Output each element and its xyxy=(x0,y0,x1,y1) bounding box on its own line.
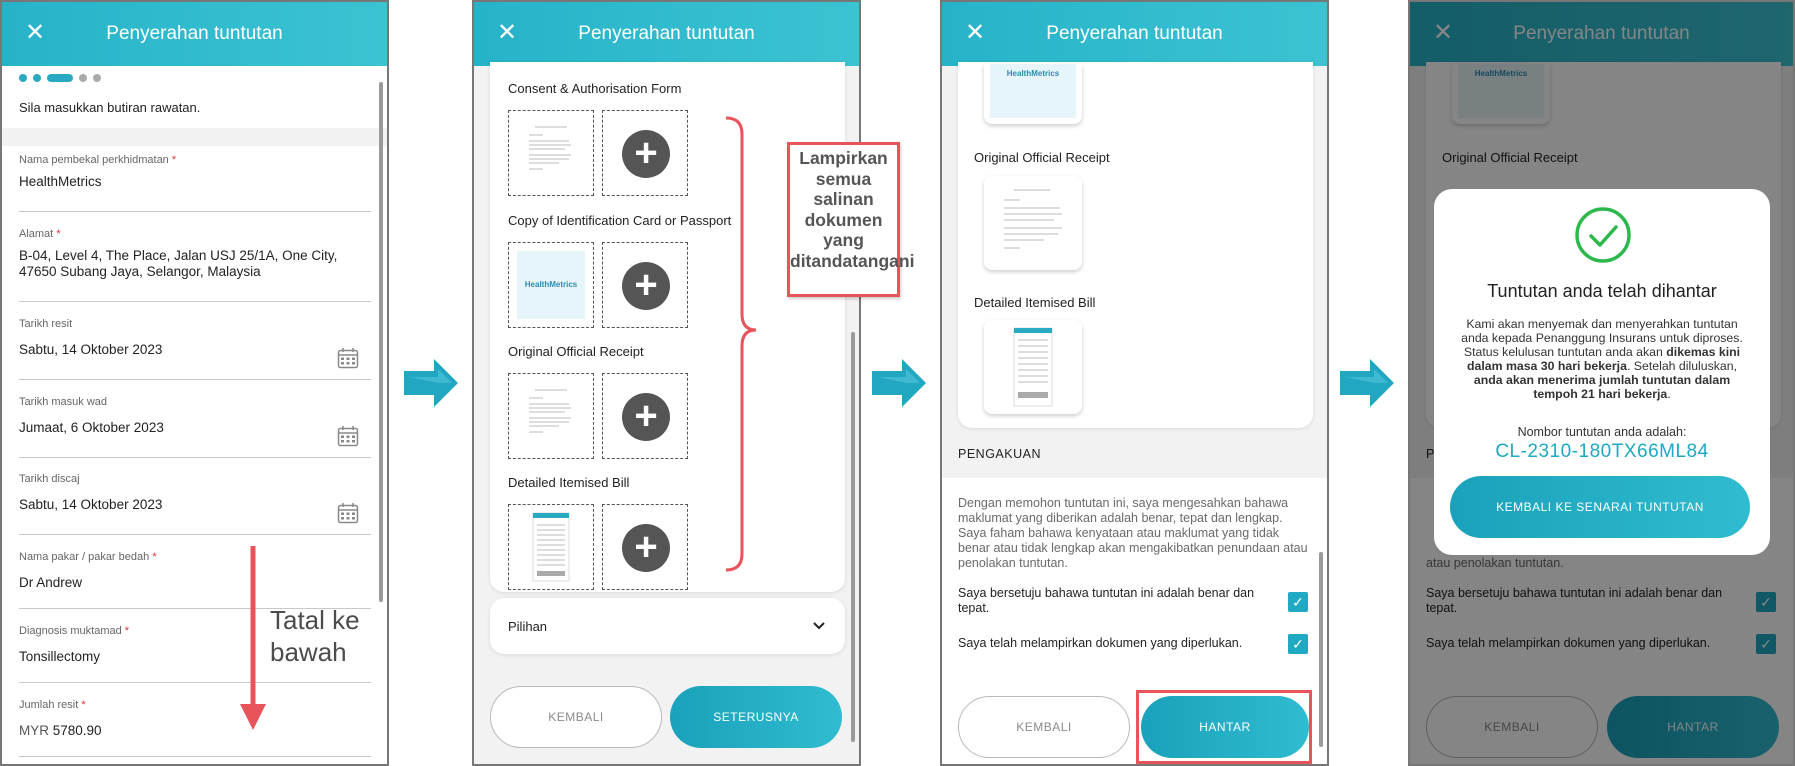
back-button: KEMBALI xyxy=(1426,696,1598,758)
field-label: Tarikh masuk wad xyxy=(19,396,108,408)
declaration-section-header xyxy=(942,432,1327,478)
document-thumbnail[interactable] xyxy=(984,176,1082,270)
field-label: Tarikh discaj xyxy=(19,473,80,485)
field-value: Jumaat, 6 Oktober 2023 xyxy=(19,420,164,435)
bracket-annotation xyxy=(722,114,758,574)
screen-4-confirmation xyxy=(1408,0,1795,766)
confirm-true-checkbox: ✓ xyxy=(1756,592,1776,612)
step-dot xyxy=(19,74,27,82)
flow-arrow-icon xyxy=(872,357,928,409)
flow-arrow-icon xyxy=(404,357,460,409)
healthmetrics-logo: HealthMetrics xyxy=(990,64,1076,118)
checkbox-label: Saya telah melampirkan dokumen yang diperlukan. xyxy=(1426,636,1711,650)
claim-number-label: Nombor tuntutan anda adalah: xyxy=(1517,425,1687,439)
app-header xyxy=(942,2,1327,66)
receipt-date-field[interactable] xyxy=(19,318,371,380)
close-icon[interactable]: ✕ xyxy=(964,19,986,46)
confirm-true-checkbox[interactable]: ✓ xyxy=(1288,592,1308,612)
step-indicator xyxy=(19,74,101,82)
step-dot xyxy=(33,74,41,82)
discharge-date-field[interactable] xyxy=(19,473,371,535)
field-value: HealthMetrics xyxy=(19,174,102,189)
screen-1-treatment-details xyxy=(0,0,389,766)
healthmetrics-logo: HealthMetrics xyxy=(1458,64,1544,118)
document-thumbnail[interactable] xyxy=(508,373,594,459)
section-title: P xyxy=(1426,447,1435,461)
back-button[interactable]: KEMBALI xyxy=(490,686,662,748)
field-value: Sabtu, 14 Oktober 2023 xyxy=(19,497,163,512)
receipt-amount-field[interactable] xyxy=(19,699,371,757)
claim-number: CL-2310-180TX66ML84 xyxy=(1495,441,1709,462)
document-label: Original Official Receipt xyxy=(974,150,1110,165)
declaration-text: atau penolakan tuntutan. xyxy=(1426,556,1564,570)
options-dropdown[interactable] xyxy=(490,598,845,654)
close-icon[interactable]: ✕ xyxy=(1432,19,1454,46)
add-document-button[interactable] xyxy=(602,242,688,328)
scrollbar[interactable] xyxy=(379,82,383,602)
screen-2-documents xyxy=(472,0,861,766)
documents-attached-checkbox: ✓ xyxy=(1756,634,1776,654)
intro-text: Sila masukkan butiran rawatan. xyxy=(19,100,201,115)
submit-button: HANTAR xyxy=(1607,696,1779,758)
document-thumbnail[interactable] xyxy=(508,504,594,590)
declaration-text: Dengan memohon tuntutan ini, saya mengesahkan bahawa maklumat yang diberikan adalah benar, tepat dan lengkap. Saya faham bahawa kenyataan atau maklumat yang tidak benar atau tidak lengkap akan mengakibatkan penundaan atau penolakan tuntutan. xyxy=(958,496,1308,570)
field-label: Diagnosis muktamad * xyxy=(19,625,130,637)
page-title: Penyerahan tuntutan xyxy=(578,23,755,44)
plus-icon: + xyxy=(622,393,670,441)
document-thumbnail[interactable] xyxy=(984,320,1082,414)
options-label: Pilihan xyxy=(508,619,548,634)
add-document-button[interactable] xyxy=(602,110,688,196)
page-title: Penyerahan tuntutan xyxy=(106,23,283,44)
document-label: Detailed Itemised Bill xyxy=(508,475,630,490)
submit-highlight xyxy=(1136,690,1312,764)
confirm-true-row[interactable] xyxy=(958,586,1304,616)
field-value: Sabtu, 14 Oktober 2023 xyxy=(19,342,163,357)
calendar-icon[interactable] xyxy=(337,502,359,524)
document-label: Detailed Itemised Bill xyxy=(974,295,1096,310)
app-header xyxy=(2,2,387,66)
field-value: B-04, Level 4, The Place, Jalan USJ 25/1A, One City, 47650 Subang Jaya, Selangor, Malaysia xyxy=(19,248,338,279)
checkbox-label: Saya bersetuju bahawa tuntutan ini adalah benar dan tepat. xyxy=(1426,586,1723,615)
document-label: Copy of Identification Card or Passport xyxy=(508,213,732,228)
step-dot xyxy=(93,74,101,82)
success-modal xyxy=(1434,189,1770,555)
close-icon[interactable]: ✕ xyxy=(24,19,46,46)
modal-title: Tuntutan anda telah dihantar xyxy=(1487,281,1717,301)
divider-band xyxy=(2,128,387,146)
documents-attached-checkbox[interactable]: ✓ xyxy=(1288,634,1308,654)
check-circle-icon xyxy=(1574,206,1632,264)
field-label: Tarikh resit xyxy=(19,318,73,330)
add-document-button[interactable] xyxy=(602,373,688,459)
field-label: Jumlah resit * xyxy=(19,699,86,711)
field-label: Alamat * xyxy=(19,228,61,240)
app-header xyxy=(474,2,859,66)
close-icon[interactable]: ✕ xyxy=(496,19,518,46)
field-label: Nama pakar / pakar bedah * xyxy=(19,551,157,563)
documents-attached-row[interactable] xyxy=(958,636,1304,652)
plus-icon: + xyxy=(622,524,670,572)
next-button[interactable]: SETERUSNYA xyxy=(670,686,842,748)
step-dot-active xyxy=(47,74,73,82)
surgeon-name-field[interactable] xyxy=(19,551,371,609)
field-value: Dr Andrew xyxy=(19,575,83,590)
submit-button[interactable]: HANTAR xyxy=(1141,696,1309,758)
flow-arrow-icon xyxy=(1340,357,1396,409)
field-value: Tonsillectomy xyxy=(19,649,101,664)
healthmetrics-logo: HealthMetrics xyxy=(517,251,585,319)
document-label: Consent & Authorisation Form xyxy=(508,81,682,96)
calendar-icon[interactable] xyxy=(337,347,359,369)
address-field[interactable] xyxy=(19,228,371,302)
admission-date-field[interactable] xyxy=(19,396,371,458)
scrollbar[interactable] xyxy=(1319,552,1323,747)
scrollbar[interactable] xyxy=(851,332,855,742)
checkbox-label: Saya telah melampirkan dokumen yang diperlukan. xyxy=(958,636,1243,650)
document-thumbnail[interactable] xyxy=(984,64,1082,124)
step-dot xyxy=(79,74,87,82)
attach-documents-callout: Lampirkan semua salinan dokumen yang ditandatangani xyxy=(787,142,900,297)
scroll-instruction: Tatal ke bawah xyxy=(270,605,360,667)
page-title: Penyerahan tuntutan xyxy=(1513,23,1690,44)
add-document-button[interactable] xyxy=(602,504,688,590)
chevron-down-icon xyxy=(811,618,827,634)
back-button[interactable]: KEMBALI xyxy=(958,696,1130,758)
plus-icon: + xyxy=(622,262,670,310)
document-label: Original Official Receipt xyxy=(508,344,644,359)
field-value: MYR 5780.90 xyxy=(19,723,102,738)
checkbox-label: Saya bersetuju bahawa tuntutan ini adalah benar dan tepat. xyxy=(958,586,1255,615)
field-label: Nama pembekal perkhidmatan * xyxy=(19,154,177,166)
section-title: PENGAKUAN xyxy=(958,447,1041,461)
plus-icon: + xyxy=(622,130,670,178)
modal-body: Kami akan menyemak dan menyerahkan tuntutan anda kepada Penanggung Insurans untuk diproses. Status kelulusan tuntutan anda akan dikemas kini dalam masa 30 hari bekerja. Setelah diluluskan, anda akan menerima jumlah tuntutan dalam tempoh 21 hari bekerja. xyxy=(1461,317,1743,401)
page-title: Penyerahan tuntutan xyxy=(1046,23,1223,44)
return-to-claims-button[interactable]: KEMBALI KE SENARAI TUNTUTAN xyxy=(1450,476,1750,538)
calendar-icon[interactable] xyxy=(337,425,359,447)
provider-name-field[interactable] xyxy=(19,154,371,212)
document-label: Original Official Receipt xyxy=(1442,150,1578,165)
screen-3-declaration xyxy=(940,0,1329,766)
document-thumbnail[interactable] xyxy=(508,242,594,328)
scroll-down-arrow xyxy=(238,546,268,732)
document-thumbnail[interactable] xyxy=(508,110,594,196)
